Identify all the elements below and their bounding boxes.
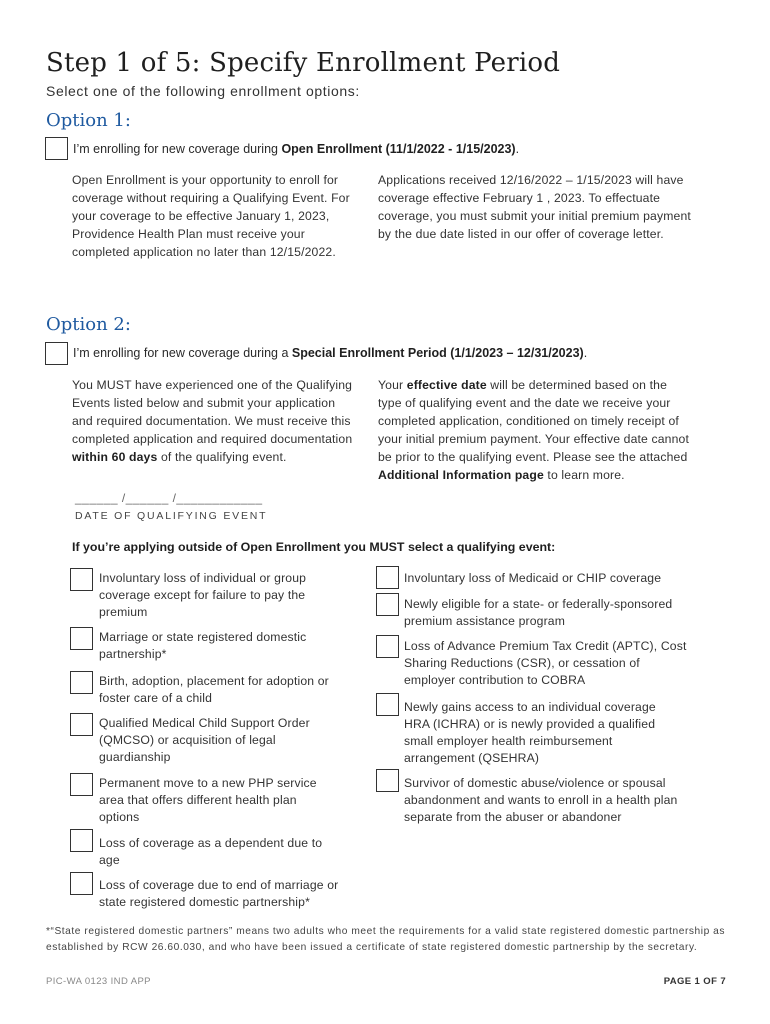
option1-checkbox[interactable] xyxy=(45,137,68,160)
qualifying-events-heading: If you’re applying outside of Open Enrollment you MUST select a qualifying event: xyxy=(72,540,556,554)
event-checkbox[interactable] xyxy=(70,671,93,694)
form-id: PIC-WA 0123 IND APP xyxy=(46,976,151,987)
event-checkbox[interactable] xyxy=(376,566,399,589)
event-label: Involuntary loss of Medicaid or CHIP coverage xyxy=(404,571,662,585)
option2-heading: Option 2: xyxy=(46,314,131,335)
event-checkbox[interactable] xyxy=(70,568,93,591)
option1-label: I’m enrolling for new coverage during Open Enrollment (11/1/2022 - 1/15/2023). xyxy=(73,142,520,156)
event-checkbox[interactable] xyxy=(70,872,93,895)
event-label: Newly eligible for a state- or federally-sponsored premium assistance program xyxy=(404,597,673,628)
event-checkbox[interactable] xyxy=(70,773,93,796)
event-label: Loss of Advance Premium Tax Credit (APTC), Cost Sharing Reductions (CSR), or cessation of employer contribution to COBRA xyxy=(404,639,687,687)
event-label: Loss of coverage as a dependent due to age xyxy=(99,836,323,867)
event-label: Birth, adoption, placement for adoption or foster care of a child xyxy=(99,674,329,705)
event-checkbox[interactable] xyxy=(70,627,93,650)
page-subtitle: Select one of the following enrollment options: xyxy=(46,83,360,99)
option1-heading: Option 1: xyxy=(46,110,131,131)
event-label: Involuntary loss of individual or group coverage except for failure to pay the premium xyxy=(99,571,307,619)
event-checkbox[interactable] xyxy=(70,713,93,736)
event-checkbox[interactable] xyxy=(376,593,399,616)
option2-left-paragraph: You MUST have experienced one of the Qualifying Events listed below and submit your application and required documentation. We must receive this completed application and required documentation within 60 days of the qualifying event. xyxy=(72,378,353,464)
footnote: *“State registered domestic partners” means two adults who meet the requirements for a valid state registered domestic partnership as established by RCW 26.60.030, and who have been issued a certificate of state registered domestic partnership by the secretary. xyxy=(46,926,726,953)
page-number: PAGE 1 OF 7 xyxy=(663,976,726,987)
event-checkbox[interactable] xyxy=(376,635,399,658)
qualifying-event-date-label: DATE OF QUALIFYING EVENT xyxy=(75,510,268,522)
option2-label: I’m enrolling for new coverage during a Special Enrollment Period (1/1/2023 – 12/31/2023). xyxy=(73,346,588,360)
event-label: Qualified Medical Child Support Order (QMCSO) or acquisition of legal guardianship xyxy=(99,716,310,764)
event-checkbox[interactable] xyxy=(376,769,399,792)
event-checkbox[interactable] xyxy=(376,693,399,716)
event-label: Permanent move to a new PHP service area that offers different health plan options xyxy=(99,776,317,824)
page-title: Step 1 of 5: Specify Enrollment Period xyxy=(46,48,561,78)
event-label: Survivor of domestic abuse/violence or spousal abandonment and wants to enroll in a health plan separate from the abuser or abandoner xyxy=(404,776,678,824)
option2-right-paragraph: Your effective date will be determined based on the type of qualifying event and the date we receive your completed application, conditioned on timely receipt of your initial premium payment. Your effective date cannot be prior to the qualifying event. Please see the attached Additional Information page to learn more. xyxy=(378,378,690,482)
option2-checkbox[interactable] xyxy=(45,342,68,365)
event-checkbox[interactable] xyxy=(70,829,93,852)
event-label: Newly gains access to an individual coverage HRA (ICHRA) or is newly provided a qualified small employer health reimbursement arrangement (QSEHRA) xyxy=(404,700,656,765)
event-label: Marriage or state registered domestic partnership* xyxy=(99,630,307,661)
event-label: Loss of coverage due to end of marriage or state registered domestic partnership* xyxy=(99,878,339,909)
option1-left-paragraph: Open Enrollment is your opportunity to enroll for coverage without requiring a Qualifying Event. For your coverage to be effective January 1, 2023, Providence Health Plan must receive your completed application no later than 12/15/2022. xyxy=(72,173,350,259)
option1-right-paragraph: Applications received 12/16/2022 – 1/15/2023 will have coverage effective February 1 , 2023. To effectuate coverage, you must submit your initial premium payment by the due date listed in our offer of coverage letter. xyxy=(378,173,691,241)
qualifying-event-date-field[interactable]: ______ /______ /____________ xyxy=(75,491,263,505)
